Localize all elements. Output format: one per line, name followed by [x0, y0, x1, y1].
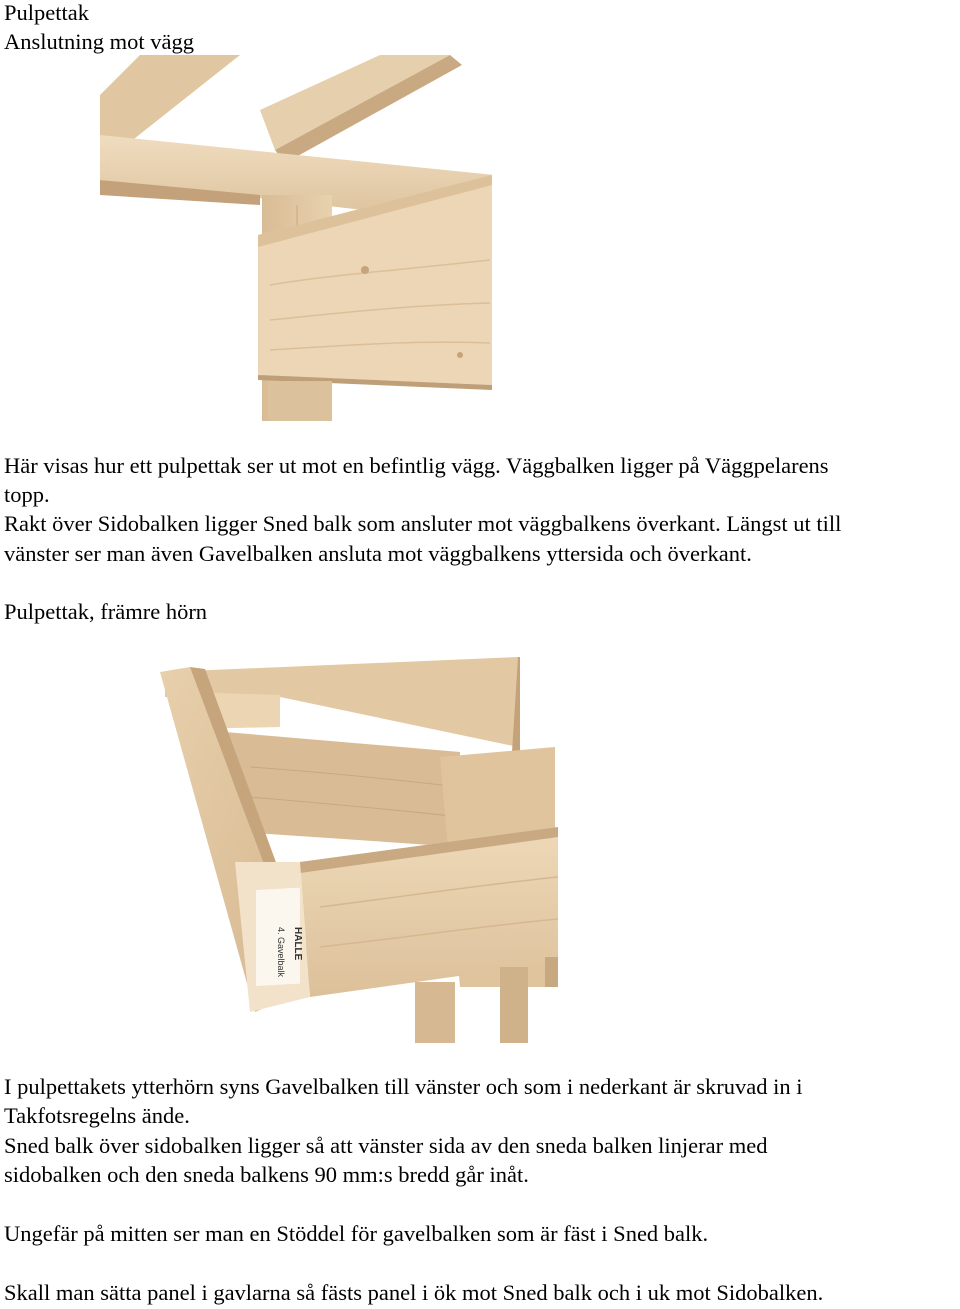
page-subtitle: Anslutning mot vägg — [4, 29, 194, 54]
paragraph-line: I pulpettakets ytterhörn syns Gavelbalken till vänster och som i nederkant är skruvad in i — [4, 1074, 803, 1099]
paragraph-line: Här visas hur ett pulpettak ser ut mot en befintlig vägg. Väggbalken ligger på Väggpelarens — [4, 453, 829, 478]
paragraph-line: Skall man sätta panel i gavlarna så fästs panel i ök mot Sned balk och i uk mot Sidobalken. — [4, 1280, 824, 1305]
photo-wall-connection — [100, 55, 492, 421]
paragraph-line: Ungefär på mitten ser man en Stöddel för gavelbalken som är fäst i Sned balk. — [4, 1221, 709, 1246]
paragraph-line: vänster ser man även Gavelbalken ansluta mot väggbalkens yttersida och överkant. — [4, 541, 752, 566]
page-title: Pulpettak — [4, 0, 89, 25]
paragraph-line: sidobalken och den sneda balkens 90 mm:s bredd går inåt. — [4, 1162, 529, 1187]
paragraph-line: Rakt över Sidobalken ligger Sned balk som ansluter mot väggbalkens överkant. Längst ut till — [4, 511, 842, 536]
section-title: Pulpettak, främre hörn — [4, 599, 208, 624]
beam-label-part: 4. Gavelbalk — [276, 927, 286, 978]
beam-label-name: HALLE — [292, 927, 303, 961]
photo-front-corner — [160, 657, 558, 1043]
paragraph-line: topp. — [4, 482, 50, 507]
paragraph-line: Sned balk över sidobalken ligger så att vänster sida av den sneda balken linjerar med — [4, 1133, 768, 1158]
paragraph-line: Takfotsregelns ände. — [4, 1103, 190, 1128]
